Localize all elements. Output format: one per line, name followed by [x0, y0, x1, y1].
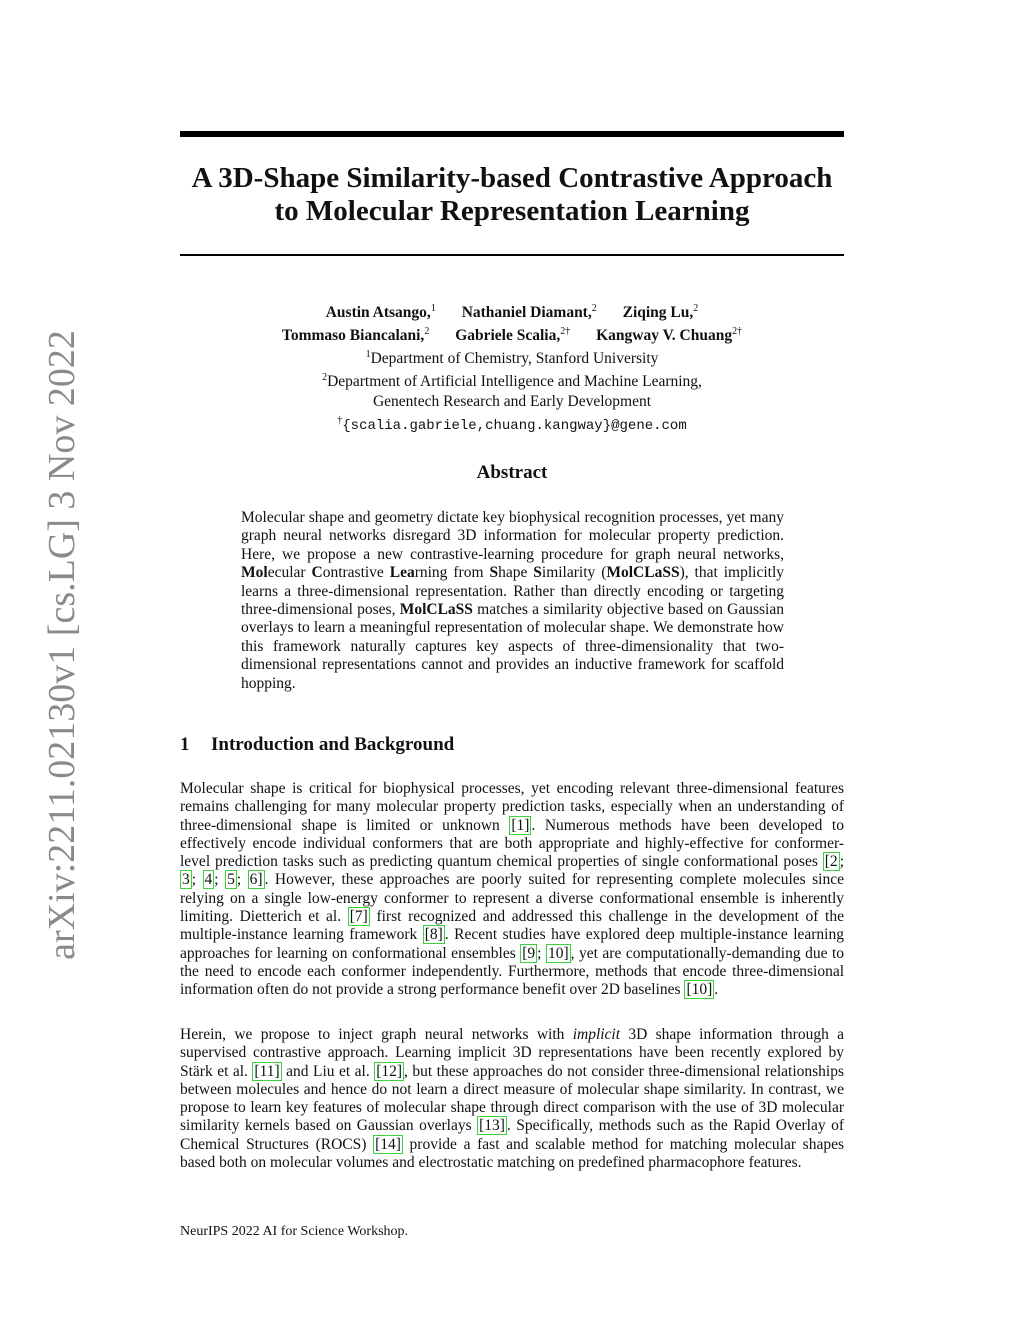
citation-link[interactable]: [12] — [376, 1062, 403, 1080]
affiliation-2-continued: Genentech Research and Early Development — [372, 392, 652, 410]
title-bottom-rule — [180, 254, 844, 256]
citation-link[interactable]: [7] — [349, 908, 368, 926]
author-name: Nathaniel Diamant,$^2$ — [461, 303, 597, 322]
intro-paragraph-1: Molecular shape is critical for biophysical processes, yet encoding relevant three-dimensional features remains challenging for many molecular property prediction tasks, especially when an understanding of three-dimensional shape is limited or unknown [1] . Numerous methods have been developed to effectively encode individual conformers that are both appropriate and highly-effective for conformer-level prediction tasks such as predicting quantum chemical properties of single conformational poses [2 ; 3 ; 4 ; 5 ; 6] . However, these approaches are poorly suited for representing complete molecules since relying on a single low-energy conformer to represent a diverse conformational ensemble is inherently limiting. Dietterich et al. [7] first recognized and addressed this challenge in the development of the multiple-instance learning framework [8] . Recent studies have explored deep multiple-instance learning approaches for learning on conformational ensembles [9 ; 10] , yet are computationally-demanding due to the need to encode each conformer independently. Furthermore, methods that encode three-dimensional information often do not provide a strong performance benefit over 2D baselines [10] . — [180, 780, 844, 999]
author-name: Gabriele Scalia,$^{2\dagger}$ — [455, 326, 571, 345]
author-row-2 — [180, 322, 844, 345]
citation-link[interactable]: [9 — [522, 944, 536, 962]
title-top-rule — [180, 131, 844, 137]
citation-link[interactable]: 6] — [249, 871, 263, 889]
citation-link[interactable]: [10] — [686, 981, 713, 999]
title-line-1: A 3D-Shape Similarity-based Contrastive Approach — [191, 162, 833, 194]
citation-link[interactable]: 5 — [227, 871, 235, 889]
affiliation-1: $^1$Department of Chemistry, Stanford University — [365, 349, 659, 368]
author-name: Ziqing Lu,$^2$ — [622, 303, 699, 322]
section-title: Introduction and Background — [211, 734, 455, 755]
venue-footer: NeurIPS 2022 AI for Science Workshop. — [180, 1224, 409, 1239]
citation-link[interactable]: 10] — [547, 944, 569, 962]
citation-link[interactable]: [2 — [824, 853, 838, 871]
section-number: 1 — [180, 734, 190, 755]
author-row-1 — [180, 299, 844, 322]
abstract-text: Molecular shape and geometry dictate key biophysical recognition processes, yet many graph neural networks disregard 3D information for molecular property prediction. Here, we propose a new contrastive-learning procedure for graph neural networks, Molecular Contrastive Learning from Shape Similarity (MolCLaSS), that implicitly learns a three-dimensional representation. Rather than directly encoding or targeting three-dimensional poses, MolCLaSS matches a similarity objective based on Gaussian overlays to learn a meaningful representation of molecular shape. We demonstrate how this framework naturally captures key aspects of three-dimensionality that two-dimensional representations cannot and provides an inductive framework for scaffold hopping. — [241, 509, 785, 692]
author-name: Austin Atsango,$^1$ — [325, 303, 436, 322]
abstract-heading: Abstract — [476, 462, 548, 483]
affiliation-2: $^2$Department of Artificial Intelligence and Machine Learning, — [322, 372, 702, 391]
citation-link[interactable]: [13] — [479, 1117, 505, 1135]
citation-link[interactable]: 3 — [182, 871, 190, 889]
author-name: Kangway V. Chuang$^{2\dagger}$ — [596, 326, 743, 345]
author-name: Tommaso Biancalani,$^2$ — [281, 326, 430, 345]
citation-link[interactable]: [8] — [424, 926, 443, 944]
citation-link[interactable]: [1] — [511, 816, 530, 834]
contact-email[interactable]: †{scalia.gabriele,chuang.kangway}@gene.com — [337, 414, 687, 434]
citation-link[interactable]: [14] — [375, 1135, 401, 1153]
intro-paragraph-2: Herein, we propose to inject graph neural networks with implicit 3D shape information through a supervised contrastive approach. Learning implicit 3D representations have been recently explored by Stärk et al. [11] and Liu et al. [12] , but these approaches do not consider three-dimensional relationships between molecules and hence do not learn a direct measure of molecular shape similarity. In contrast, we propose to learn key features of molecular shape through direct comparison with the use of 3D molecular similarity kernels based on Gaussian overlays [13] . Specifically, methods such as the Rapid Overlay of Chemical Structures (ROCS) [14] provide a fast and scalable method for matching molecular shapes based both on molecular volumes and electrostatic matching on predefined pharmacophore features. — [180, 1026, 845, 1172]
section-heading — [180, 734, 844, 756]
method-acronym: MolCLaSS — [399, 601, 473, 619]
citation-link[interactable]: [11] — [254, 1062, 280, 1080]
citation-link[interactable]: 4 — [204, 871, 213, 889]
title-line-2: to Molecular Representation Learning — [274, 195, 750, 227]
arxiv-identifier-stamp: arXiv:2211.02130v1 [cs.LG] 3 Nov 2022 — [41, 330, 83, 960]
method-acronym: MolCLaSS — [606, 564, 680, 582]
author-block — [180, 299, 844, 436]
paper-title — [180, 162, 844, 228]
